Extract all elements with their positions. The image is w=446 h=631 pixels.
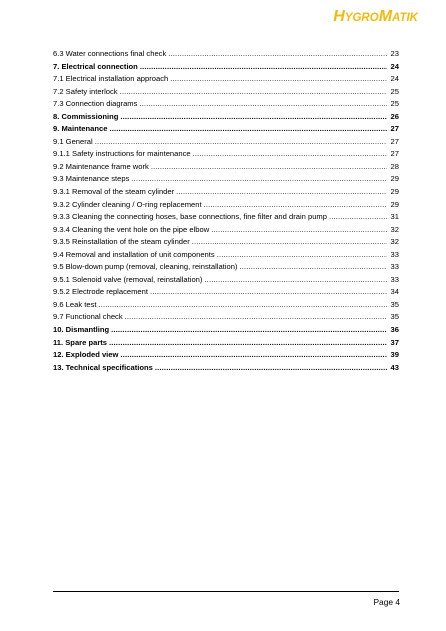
toc-entry-page: 25	[390, 86, 399, 96]
toc-leader-dots	[204, 199, 387, 212]
toc-entry[interactable]	[53, 148, 399, 161]
toc-entry-title: 9.3.4 Cleaning the vent hole on the pipe elbow	[53, 224, 210, 234]
toc-leader-dots	[193, 148, 387, 161]
toc-entry[interactable]	[53, 98, 399, 111]
toc-entry-title: 9.5 Blow-down pump (removal, cleaning, reinstallation)	[53, 262, 238, 272]
toc-entry-page: 23	[390, 49, 399, 58]
toc-entry-title: 9.1 General	[53, 136, 93, 146]
toc-entry-page: 24	[390, 61, 399, 71]
toc-entry-title: 9.3.2 Cylinder cleaning / O-ring replacement	[53, 199, 202, 209]
toc-entry-title: 10. Dismantling	[53, 325, 110, 335]
toc-entry-page: 43	[390, 362, 399, 372]
toc-entry-title: 12. Exploded view	[53, 350, 119, 360]
toc-entry-title: 9.3.1 Removal of the steam cylinder	[53, 187, 175, 197]
toc-entry-page: 33	[390, 274, 399, 284]
toc-entry[interactable]	[53, 324, 399, 337]
toc-entry[interactable]	[53, 337, 399, 350]
toc-entry[interactable]	[53, 186, 399, 199]
toc-entry-page: 27	[390, 149, 399, 159]
toc-entry-title: 9.6 Leak test	[53, 299, 97, 309]
toc-entry-page: 32	[390, 224, 399, 234]
toc-entry[interactable]	[53, 261, 399, 274]
toc-entry[interactable]	[53, 161, 399, 174]
toc-entry-page: 24	[390, 74, 399, 84]
footer-divider	[53, 591, 399, 592]
toc-entry[interactable]	[53, 249, 399, 262]
toc-entry[interactable]	[53, 123, 399, 136]
toc-leader-dots	[155, 362, 387, 375]
toc-entry-title: 9.3.3 Cleaning the connecting hoses, base connections, fine filter and drain pump	[53, 212, 327, 222]
toc-entry-title: 11. Spare parts	[53, 337, 108, 347]
toc-entry-title: 9.5.2 Electrode replacement	[53, 287, 148, 297]
toc-entry[interactable]	[53, 349, 399, 362]
toc-entry[interactable]	[53, 61, 399, 74]
toc-entry-page: 31	[390, 212, 399, 222]
toc-leader-dots	[150, 286, 387, 299]
toc-entry-page: 37	[390, 337, 399, 347]
toc-entry-title: 9.4 Removal and installation of unit components	[53, 249, 215, 259]
toc-entry-page: 32	[390, 237, 399, 247]
toc-entry-page: 27	[390, 124, 399, 134]
toc-entry-title: 7. Electrical connection	[53, 61, 138, 71]
toc-leader-dots	[192, 236, 387, 249]
toc-entry[interactable]	[53, 274, 399, 287]
toc-entry-title: 7.3 Connection diagrams	[53, 99, 138, 109]
toc-leader-dots	[131, 173, 387, 186]
logo-letters: YGRO	[344, 12, 379, 24]
logo-letter: H	[333, 8, 345, 25]
toc-leader-dots	[109, 123, 387, 136]
toc-entry[interactable]	[53, 362, 399, 375]
toc-entry[interactable]	[53, 236, 399, 249]
toc-leader-dots	[204, 274, 387, 287]
toc-leader-dots	[120, 86, 387, 99]
toc-leader-dots	[239, 261, 387, 274]
logo-letters: ATIK	[392, 12, 418, 24]
toc-entry-title: 8. Commissioning	[53, 111, 119, 121]
toc-leader-dots	[120, 111, 387, 124]
hygromatik-logo	[333, 8, 418, 26]
toc-entry[interactable]	[53, 111, 399, 124]
toc-entry[interactable]	[53, 199, 399, 212]
toc-entry[interactable]	[53, 286, 399, 299]
toc-entry-title: 9.3.5 Reinstallation of the steam cylinder	[53, 237, 190, 247]
toc-leader-dots	[95, 136, 387, 149]
toc-leader-dots	[125, 311, 387, 324]
toc-entry-page: 35	[390, 299, 399, 309]
toc-entry-page: 33	[390, 262, 399, 272]
toc-leader-dots	[140, 61, 387, 74]
toc-entry-title: 7.2 Safety interlock	[53, 86, 118, 96]
toc-leader-dots	[176, 186, 387, 199]
toc-leader-dots	[98, 299, 387, 312]
toc-entry-page: 35	[390, 312, 399, 322]
table-of-contents	[53, 48, 399, 374]
toc-leader-dots	[151, 161, 387, 174]
toc-leader-dots	[211, 224, 387, 237]
toc-leader-dots	[168, 48, 387, 61]
toc-entry[interactable]	[53, 224, 399, 237]
toc-entry-page: 29	[390, 187, 399, 197]
toc-entry-page: 36	[390, 325, 399, 335]
toc-entry-page: 33	[390, 249, 399, 259]
toc-leader-dots	[139, 98, 387, 111]
toc-entry[interactable]	[53, 136, 399, 149]
toc-leader-dots	[120, 349, 387, 362]
logo-letter: M	[378, 8, 393, 25]
toc-entry[interactable]	[53, 48, 399, 61]
toc-entry-title: 9.2 Maintenance frame work	[53, 161, 149, 171]
toc-entry-title: 6.3 Water connections final check	[53, 49, 167, 58]
toc-leader-dots	[109, 337, 387, 350]
toc-leader-dots	[170, 73, 387, 86]
toc-entry-page: 26	[390, 111, 399, 121]
toc-entry[interactable]	[53, 311, 399, 324]
toc-entry-page: 39	[390, 350, 399, 360]
toc-leader-dots	[329, 211, 387, 224]
toc-entry-title: 9.7 Functional check	[53, 312, 123, 322]
toc-entry-title: 7.1 Electrical installation approach	[53, 74, 169, 84]
toc-entry[interactable]	[53, 211, 399, 224]
toc-entry-page: 34	[390, 287, 399, 297]
toc-entry-title: 9.1.1 Safety instructions for maintenance	[53, 149, 191, 159]
toc-entry[interactable]	[53, 86, 399, 99]
toc-entry-page: 29	[390, 199, 399, 209]
toc-entry-page: 28	[390, 161, 399, 171]
toc-entry-title: 9.5.1 Solenoid valve (removal, reinstallation)	[53, 274, 203, 284]
toc-entry-title: 13. Technical specifications	[53, 362, 153, 372]
toc-leader-dots	[217, 249, 387, 262]
toc-entry-title: 9.3 Maintenance steps	[53, 174, 130, 184]
toc-entry[interactable]	[53, 299, 399, 312]
toc-entry-page: 27	[390, 136, 399, 146]
toc-entry-title: 9. Maintenance	[53, 124, 108, 134]
toc-entry[interactable]	[53, 73, 399, 86]
toc-leader-dots	[111, 324, 387, 337]
toc-entry-page: 29	[390, 174, 399, 184]
page-number: Page 4	[373, 597, 400, 607]
toc-entry[interactable]	[53, 173, 399, 186]
toc-entry-page: 25	[390, 99, 399, 109]
